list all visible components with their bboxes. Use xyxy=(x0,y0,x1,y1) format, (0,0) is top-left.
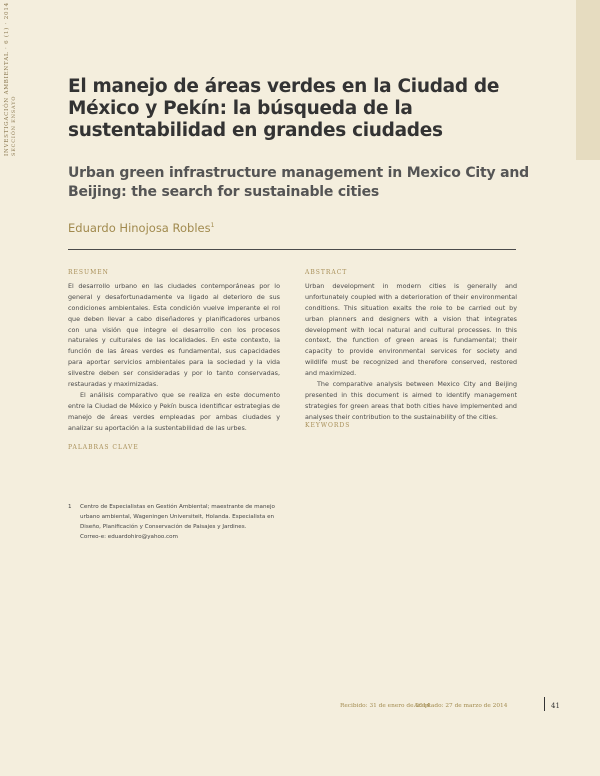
journal-side-strip xyxy=(576,0,600,160)
author-name xyxy=(68,221,214,235)
author-note-mark: 1 xyxy=(210,222,215,230)
author-footnote xyxy=(68,502,283,542)
resumen-column xyxy=(68,268,280,434)
article-title-es: El manejo de áreas verdes en la Ciudad de México y Pekín: la búsqueda de la sustentabilidad en grandes ciudades xyxy=(68,76,500,141)
journal-side-label xyxy=(4,2,18,156)
resumen-paragraph-1: El desarrollo urbano en las ciudades contemporáneas por lo general y desafortunadamente va ligado al deterioro de sus condiciones ambientales. Esta condición vuelve imperante el rol que deben llevar a cabo diseñadores y planificadores urbanos con una visión que integre el desarrollo con los procesos naturales y culturales de las localidades. En este contexto, la función de las áreas verdes es fundamental, sus capacidades para aportar servicios ambientales para la sociedad y la vida silvestre deben ser consideradas y por lo tanto conservadas, restauradas y maximizadas. xyxy=(68,281,280,389)
resumen-heading: RESUMEN xyxy=(68,269,109,276)
resumen-paragraph-2: El análisis comparativo que se realiza en este documento entre la Ciudad de México y Pekín busca identificar estrategias de manejo de áreas verdes empleadas por ambas ciudades y analizar su aportación a la sustentabilidad de las urbes. xyxy=(68,390,280,432)
abstract-heading: ABSTRACT xyxy=(305,269,348,276)
journal-issue-line: INVESTIGACIÓN AMBIENTAL · 6 (1) · 2014 xyxy=(4,2,10,156)
page-number: 41 xyxy=(551,702,560,710)
abstract-paragraph-2: The comparative analysis between Mexico City and Beijing presented in this document is aimed to identify management strategies for green areas that both cities have implemented and analyses their contribution to the sustainability of the cities. xyxy=(305,380,517,421)
abstract-paragraph-1: Urban development in modern cities is generally and unfortunately coupled with a deterioration of their environmental conditions. This situation exalts the role to be carried out by urban planners and designers with a vision that integrates development with local natural and cultural processes. In this context, the function of green areas is fundamental; their capacity to provide environmental services for society and wildlife must be recognized and therefore conserved, restored and maximized. xyxy=(305,281,517,378)
received-date: Recibido: 31 de enero de 2014 xyxy=(340,703,431,709)
footnote-affiliation: Centro de Especialistas en Gestión Ambiental; maestrante de manejo urbano ambiental, Wageningen Universiteit, Holanda. Especialista en Diseño, Planificación y Conservación de Paisajes y Jardines. xyxy=(80,504,275,530)
footnote-email: Correo-e: eduardohiro@yahoo.com xyxy=(80,534,178,540)
page-number-divider xyxy=(544,697,545,711)
header-divider xyxy=(68,249,516,250)
accepted-date: Aceptado: 27 de marzo de 2014 xyxy=(414,703,508,709)
section-label: SECCIÓN ENSAYO xyxy=(11,95,17,156)
palabras-clave-heading: PALABRAS CLAVE xyxy=(68,444,139,451)
author-name-text: Eduardo Hinojosa Robles xyxy=(68,221,211,235)
abstract-column xyxy=(305,268,517,423)
article-title-en: Urban green infrastructure management in Mexico City and Beijing: the search for sustainable cities xyxy=(68,165,529,200)
keywords-heading: KEYWORDS xyxy=(305,422,351,429)
footnote-mark: 1 xyxy=(68,504,72,510)
